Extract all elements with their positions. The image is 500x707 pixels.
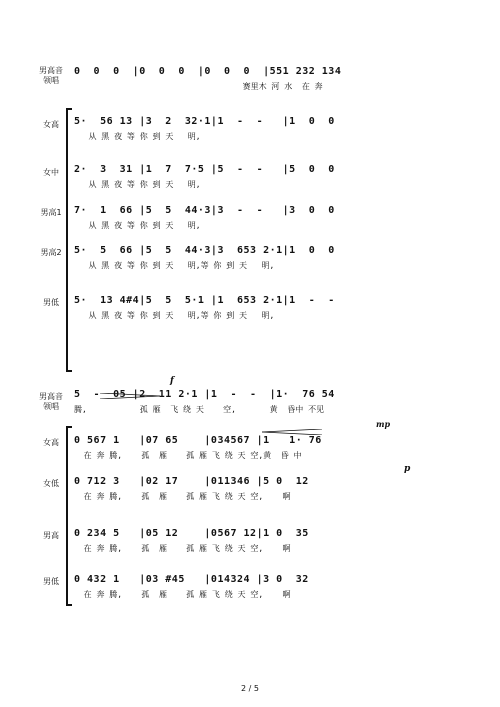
- part-label: 男高2: [40, 248, 62, 257]
- lyrics: 从 黑 夜 等 你 到 天 明,: [74, 221, 201, 230]
- part-label: 女高: [43, 120, 59, 129]
- dynamic-piano: p: [404, 464, 411, 474]
- page-number: 2 / 5: [241, 684, 259, 693]
- part-label: 男高1: [40, 208, 62, 217]
- notes: 5· 13 4#4|5 5 5·1 |1 653 2·1|1 - -: [74, 295, 335, 306]
- dynamic-mezzo-piano: mp: [376, 419, 391, 429]
- lyrics: 从 黑 夜 等 你 到 天 明,等 你 到 天 明,: [74, 261, 275, 270]
- notes: 0 234 5 |05 12 |0567 12|1 0 35: [74, 528, 309, 539]
- lyrics: 在 奔 腾, 孤 雁 孤 雁 飞 绕 天 空, 啊: [74, 590, 291, 599]
- lyrics: 从 黑 夜 等 你 到 天 明,: [74, 180, 201, 189]
- notes: 7· 1 66 |5 5 44·3|3 - - |3 0 0: [74, 205, 335, 216]
- notes: 5· 5 66 |5 5 44·3|3 653 2·1|1 0 0: [74, 245, 335, 256]
- lyrics: 从 黑 夜 等 你 到 天 明,: [74, 132, 201, 141]
- part-label: 男低: [43, 298, 59, 307]
- lyrics: 在 奔 腾, 孤 雁 孤 雁 飞 绕 天 空, 啊: [74, 492, 291, 501]
- notes: 0 712 3 |02 17 |011346 |5 0 12: [74, 476, 309, 487]
- score-system-1: [0, 58, 500, 336]
- part-label: 女中: [43, 168, 59, 177]
- lyrics: 从 黑 夜 等 你 到 天 明,等 你 到 天 明,: [74, 311, 275, 320]
- lyrics: 赛里木 河 水 在 奔: [74, 82, 323, 91]
- dynamic-forte: f: [170, 376, 174, 386]
- part-label: 男高音 领唱: [39, 392, 63, 411]
- choir-brace: [66, 108, 72, 372]
- notes: 0 0 0 |0 0 0 |0 0 0 |551 232 134: [74, 66, 342, 77]
- notes: 0 432 1 |03 #45 |014324 |3 0 32: [74, 574, 309, 585]
- score-system-2: [0, 376, 500, 604]
- part-label: 女高: [43, 438, 59, 447]
- lyrics: 在 奔 腾, 孤 雁 孤 雁 飞 绕 天 空, 啊: [74, 544, 291, 553]
- part-label: 男低: [43, 577, 59, 586]
- part-label: 女低: [43, 479, 59, 488]
- lyrics: 腾, 孤 雁 飞 绕 天 空, 黄 昏中 不见: [74, 405, 325, 414]
- notes: 2· 3 31 |1 7 7·5 |5 - - |5 0 0: [74, 164, 335, 175]
- notes: 5· 56 13 |3 2 32·1|1 - - |1 0 0: [74, 116, 335, 127]
- notes: 0 567 1 |07 65 |034567 |1 1· 76: [74, 435, 322, 446]
- part-label: 男高音 领唱: [39, 66, 63, 85]
- part-label: 男高: [43, 531, 59, 540]
- notes: 5 - 05 |2 11 2·1 |1 - - |1· 76 54: [74, 389, 335, 400]
- lyrics: 在 奔 腾, 孤 雁 孤 雁 飞 绕 天 空,黄 昏 中: [74, 451, 302, 460]
